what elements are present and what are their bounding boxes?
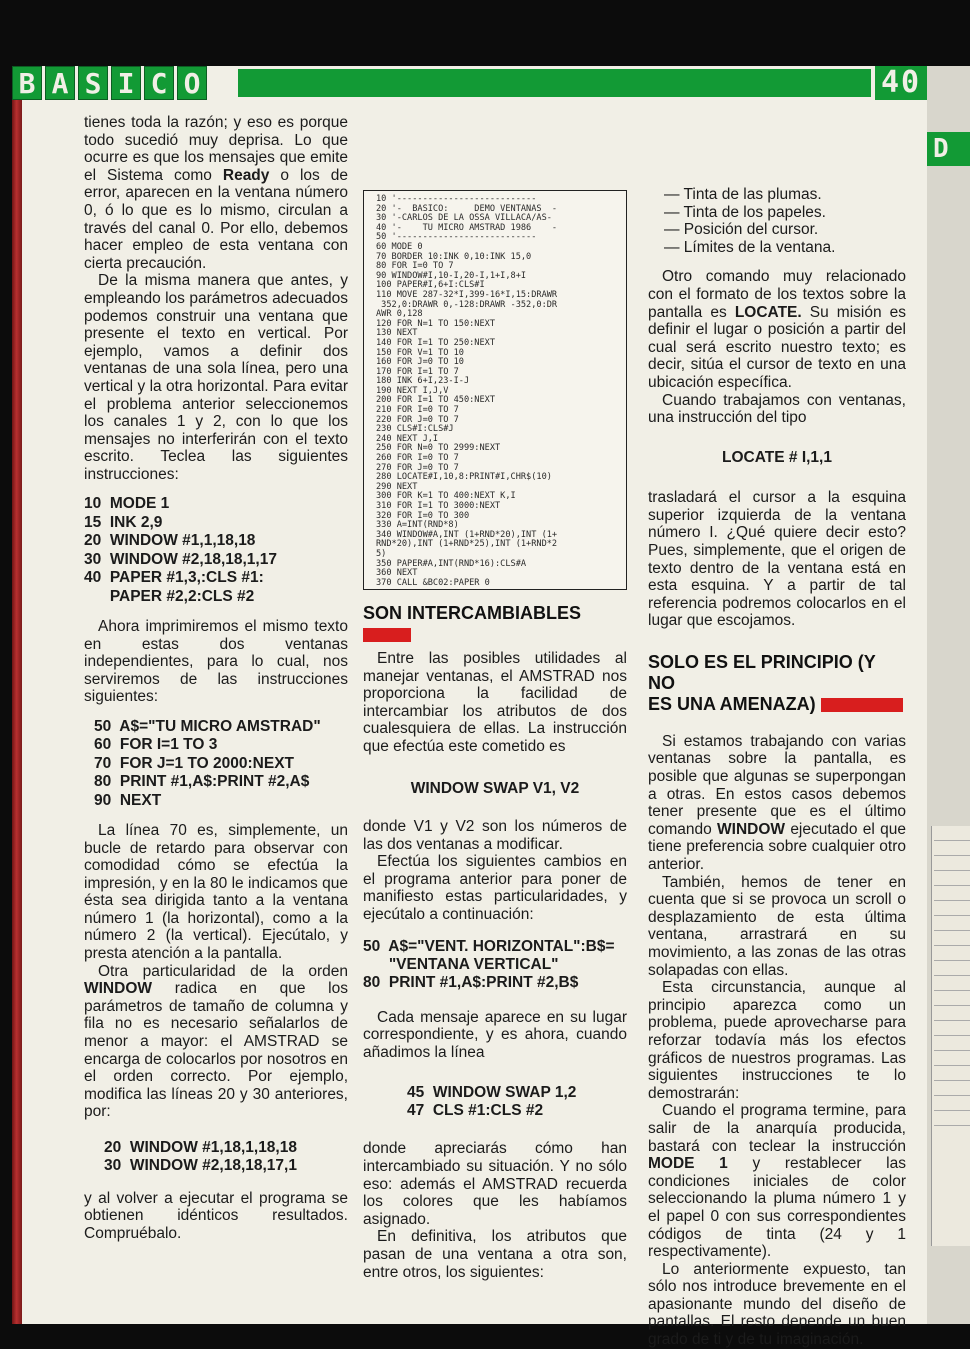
- code-line: 60 FOR I=1 TO 3: [94, 736, 218, 754]
- list-item: — Posición del cursor.: [664, 221, 819, 239]
- paragraph: Otro comando muy relacionado con el formato de los textos sobre la pantalla es LOCATE. Su misión es definir el lugar o posición a partir del cual será escrito nuestro texto; es decir, sitúa el cursor de texto en una ubicación específica.: [648, 268, 907, 391]
- code-line: 50 A$="VENT. HORIZONTAL":B$=: [363, 937, 615, 955]
- listing-line: 110 MOVE 287-32*I,399-16*I,15:DRAWR: [376, 289, 558, 300]
- listing-line: 310 FOR I=1 TO 3000:NEXT: [376, 501, 501, 511]
- listing-line: 120 FOR N=1 TO 150:NEXT: [376, 318, 495, 329]
- listing-line: 170 FOR I=1 TO 7: [376, 366, 459, 377]
- column-1: [84, 114, 348, 1243]
- paragraph: Efectúa los siguientes cambios en el programa anterior para poner de manifiesto estas particularidades, y ejecútalo a continuación:: [363, 853, 627, 923]
- listing-line: 10 '---------------------------: [376, 194, 537, 204]
- listing-line: 5): [376, 548, 387, 559]
- code-line: 30 WINDOW #2,18,18,1,17: [84, 550, 277, 568]
- listing-line: 20 '- BASICO: DEMO VENTANAS -: [376, 203, 558, 214]
- attribute-list: [648, 186, 906, 256]
- listing-line: 160 FOR J=0 TO 10: [376, 357, 464, 368]
- listing-line: 60 MODE 0: [376, 241, 423, 252]
- red-bar: [363, 628, 411, 642]
- paragraph: donde apreciarás cómo han intercambiado su situación. Y no sólo eso: además el AMSTRAD recuerda los colores que les habíamos asignado.: [363, 1140, 627, 1228]
- listing-line: 130 NEXT: [376, 328, 418, 339]
- column-2: [363, 650, 627, 1281]
- page-number: 40: [875, 66, 927, 100]
- listing-line: 260 FOR I=0 TO 7: [376, 453, 459, 464]
- logo-letter: S: [78, 66, 108, 100]
- listing-line: 180 INK 6+I,23-I-J: [376, 376, 470, 387]
- facing-page-tab: [927, 132, 970, 166]
- listing-line: 200 FOR I=1 TO 450:NEXT: [376, 395, 495, 406]
- paragraph: Cuando trabajamos con ventanas, una instrucción del tipo: [648, 391, 906, 427]
- listing-line: 270 FOR J=0 TO 7: [376, 462, 459, 473]
- listing-line: 340 WINDOW#A,INT (1+RND*20),INT (1+: [376, 529, 558, 540]
- paragraph: La línea 70 es, simplemente, un bucle de retardo para observar con comodidad cómo se efectúa la impresión, y en la 80 le indicamos que ésta sea dirigida tanto a la ventana número 1 (la horizontal), como a la número 2 (la vertical). Ejecútalo, y presta atención a la pantalla.: [84, 821, 348, 963]
- logo-letter: I: [111, 66, 141, 100]
- code-line: 15 INK 2,9: [84, 513, 163, 531]
- paragraph: Cuando el programa termine, para salir de la anarquía producida, bastará con teclear la instrucción MODE 1 y restablecer las condiciones iniciales de color seleccionando la pluma número 1 y el papel 0 con sus correspondientes códigos de tinta (24 y 1 respectivamente).: [648, 1102, 906, 1261]
- code-line: 70 FOR J=1 TO 2000:NEXT: [94, 754, 295, 772]
- paragraph: donde V1 y V2 son los números de las dos ventanas a modificar.: [363, 817, 627, 853]
- facing-page-edge: [927, 66, 970, 1324]
- paragraph: De la misma manera que antes, y empleando los parámetros adecuados podemos construir una ventana que presente el texto en vertical. Por ejemplo, vamos a definir dos ventanas de una sola línea, pero una vertical y la otra horizontal. Para evitar el problema anterior seleccionemos los canales 1 y 2, con lo que los mensajes no interferirán con el texto escrito. Teclea las siguientes instrucciones:: [84, 272, 348, 483]
- paragraph: Entre las posibles utilidades al manejar ventanas, el AMSTRAD nos proporciona la facilidad de intercambiar los atributos de dos cualesquiera de ellas. La instrucción que efectúa este cometido es: [363, 650, 627, 755]
- paragraph: En definitiva, los atributos que pasan de una ventana a otra son, entre otros, los siguientes:: [363, 1228, 627, 1281]
- section-title: SON INTERCAMBIABLES: [363, 603, 582, 623]
- listing-line: 250 FOR N=0 TO 2999:NEXT: [376, 443, 501, 454]
- keyword: WINDOW: [717, 820, 786, 838]
- paragraph: trasladará el cursor a la esquina superior izquierda de la ventana número I. ¿Qué quiere decir esto? Pues, simplemente, que el origen de texto dentro de la ventana está en esta esquina. Y a partir de tal referencia podremos colocarlos en el lugar que escojamos.: [648, 489, 906, 630]
- listing-line: 210 FOR I=0 TO 7: [376, 405, 459, 416]
- paragraph: Cada mensaje aparece en su lugar correspondiente, y es ahora, cuando añadimos la línea: [363, 1008, 627, 1061]
- listing-line: 190 NEXT I,J,V: [376, 385, 449, 396]
- code-line: "VENTANA VERTICAL": [363, 955, 559, 973]
- page-header: [12, 66, 927, 100]
- keyword: MODE 1: [648, 1155, 728, 1173]
- code-line: 90 NEXT: [94, 791, 162, 809]
- logo-letter: A: [45, 66, 75, 100]
- column-3: [648, 186, 906, 1349]
- logo-letter: C: [144, 66, 174, 100]
- listing-line: 90 WINDOW#I,10-I,20-I,1+I,8+I: [376, 270, 527, 281]
- code-line: 50 A$="TU MICRO AMSTRAD": [94, 717, 321, 735]
- keyword: WINDOW: [84, 980, 153, 998]
- listing-line: 50 '---------------------------: [376, 232, 537, 243]
- code-block: [363, 780, 627, 798]
- list-item: — Tinta de las plumas.: [664, 186, 822, 203]
- paragraph: Otra particularidad de la orden WINDOW radica en que los parámetros de tamaño de columna y fila no es necesario señalarlos de menor a mayor: el AMSTRAD se encarga de colocarlos por nosotros en el orden correcto. Por ejemplo, modifica las líneas 20 y 30 anteriores, por:: [84, 962, 348, 1121]
- code-block: [84, 718, 348, 810]
- listing-line: 30 '-CARLOS DE LA OSSA VILLACA/AS-: [376, 213, 552, 224]
- page-binding: [12, 66, 22, 1324]
- code-line: PAPER #2,2:CLS #2: [84, 587, 255, 605]
- listing-line: 352,0:DRAWR 0,-128:DRAWR -352,0:DR: [376, 299, 558, 310]
- code-block: [648, 449, 906, 467]
- code-line: 30 WINDOW #2,18,18,17,1: [104, 1157, 297, 1175]
- listing-line: 240 NEXT J,I: [376, 433, 439, 444]
- list-item: — Límites de la ventana.: [664, 238, 836, 256]
- listing-line: 290 NEXT: [376, 481, 418, 492]
- listing-line: 230 CLS#I:CLS#J: [376, 424, 454, 435]
- paragraph: y al volver a ejecutar el programa se obtienen idénticos resultados. Compruébalo.: [84, 1189, 348, 1242]
- red-bar: [821, 698, 903, 712]
- section-title-line: ES UNA AMENAZA): [648, 693, 816, 714]
- code-line: 40 PAPER #1,3,:CLS #1:: [84, 569, 264, 587]
- listing-line: 70 BORDER 10:INK 0,10:INK 15,0: [376, 251, 532, 262]
- listing-line: RND*20),INT (1+RND*25),INT (1+RND*2: [376, 539, 558, 550]
- code-line: 20 WINDOW #1,1,18,18: [84, 532, 256, 550]
- paragraph: tienes toda la razón; y eso es porque todo sucedió muy deprisa. Lo que ocurre es que los mensajes que emite el Sistema como Ready o los de error, aparecen en la ventana número 0, ó lo que es lo mismo, circulan a través del canal 0. Por ello, debemos hacer empleo de esta ventana con cierta precaución.: [84, 114, 348, 272]
- section-logo: [12, 66, 207, 100]
- logo-letter: O: [177, 66, 207, 100]
- paragraph: También, hemos de tener en cuenta que si se provoca un scroll o desplazamiento de esta última ventana, arrastrará en su movimiento, a las zonas de las otras solapadas con ellas.: [648, 873, 906, 979]
- code-line: 80 PRINT #1,A$:PRINT #2,A$: [94, 773, 310, 791]
- section-heading-intercambiables: [363, 603, 627, 645]
- code-line: 80 PRINT #1,A$:PRINT #2,B$: [363, 974, 579, 992]
- listing-line: 80 FOR I=0 TO 7: [376, 261, 454, 272]
- paragraph: Ahora imprimiremos el mismo texto en estas dos ventanas independientes, para lo cual, nos serviremos de las instrucciones siguientes:: [84, 617, 348, 706]
- facing-page-tab-letter: D: [933, 134, 949, 164]
- listing-line: AWR 0,128: [376, 309, 423, 320]
- header-bar: [238, 69, 871, 97]
- section-heading-principio: [648, 652, 906, 715]
- code-block: [84, 1139, 348, 1176]
- paragraph: Si estamos trabajando con varias ventanas sobre la pantalla, es posible que algunas se superpongan a otras. En estos casos debemos tener presente que es el último comando WINDOW ejecutado el que tiene preferencia sobre cualquier otro anterior.: [648, 732, 906, 874]
- paragraph: Lo anteriormente expuesto, tan sólo nos introduce brevemente en el apasionante mundo del diseño de pantallas. El resto depende un buen grado de ti y de tu imaginación.: [648, 1260, 906, 1349]
- listing-line: 220 FOR J=0 TO 7: [376, 414, 459, 425]
- code-line: LOCATE # I,1,1: [722, 448, 832, 466]
- code-block: [363, 1084, 627, 1121]
- listing-line: 370 CALL &BC02:PAPER 0: [376, 577, 490, 588]
- listing-line: 300 FOR K=1 TO 400:NEXT K,I: [376, 491, 516, 502]
- listing-line: 330 A=INT(RND*8): [376, 520, 459, 531]
- listing-line: 150 FOR V=1 TO 10: [376, 347, 464, 358]
- facing-page-illustration: [931, 826, 970, 1246]
- code-line: 45 WINDOW SWAP 1,2: [407, 1083, 577, 1101]
- code-line: 20 WINDOW #1,18,1,18,18: [104, 1139, 297, 1156]
- logo-letter: B: [12, 66, 42, 100]
- listing-line: 280 LOCATE#I,10,8:PRINT#I,CHR$(10): [376, 472, 552, 483]
- listing-line: 320 FOR I=0 TO 300: [376, 510, 470, 521]
- listing-line: 350 PAPER#A,INT(RND*16):CLS#A: [376, 558, 527, 569]
- keyword: LOCATE.: [734, 303, 802, 321]
- keyword: Ready: [222, 166, 270, 184]
- section-title-line: SOLO ES EL PRINCIPIO (Y NO: [648, 651, 876, 693]
- listing-line: 40 '- TU MICRO AMSTRAD 1986 -: [376, 222, 558, 233]
- code-block: [363, 938, 627, 993]
- list-item: — Tinta de los papeles.: [664, 203, 826, 221]
- listing-line: 360 NEXT: [376, 568, 418, 579]
- code-line: 10 MODE 1: [84, 495, 170, 513]
- code-line: WINDOW SWAP V1, V2: [410, 779, 580, 797]
- code-line: 47 CLS #1:CLS #2: [407, 1101, 544, 1119]
- listing-line: 100 PAPER#I,6+I:CLS#I: [376, 280, 485, 291]
- code-block: [84, 495, 348, 605]
- program-listing: [363, 190, 627, 590]
- listing-line: 140 FOR I=1 TO 250:NEXT: [376, 337, 495, 348]
- paragraph: Esta circunstancia, aunque al principio aparezca como un problema, puede aprovecharse para reforzar todavía más los efectos gráficos de nuestros programas. Las siguientes instrucciones te lo demostrarán:: [648, 979, 906, 1102]
